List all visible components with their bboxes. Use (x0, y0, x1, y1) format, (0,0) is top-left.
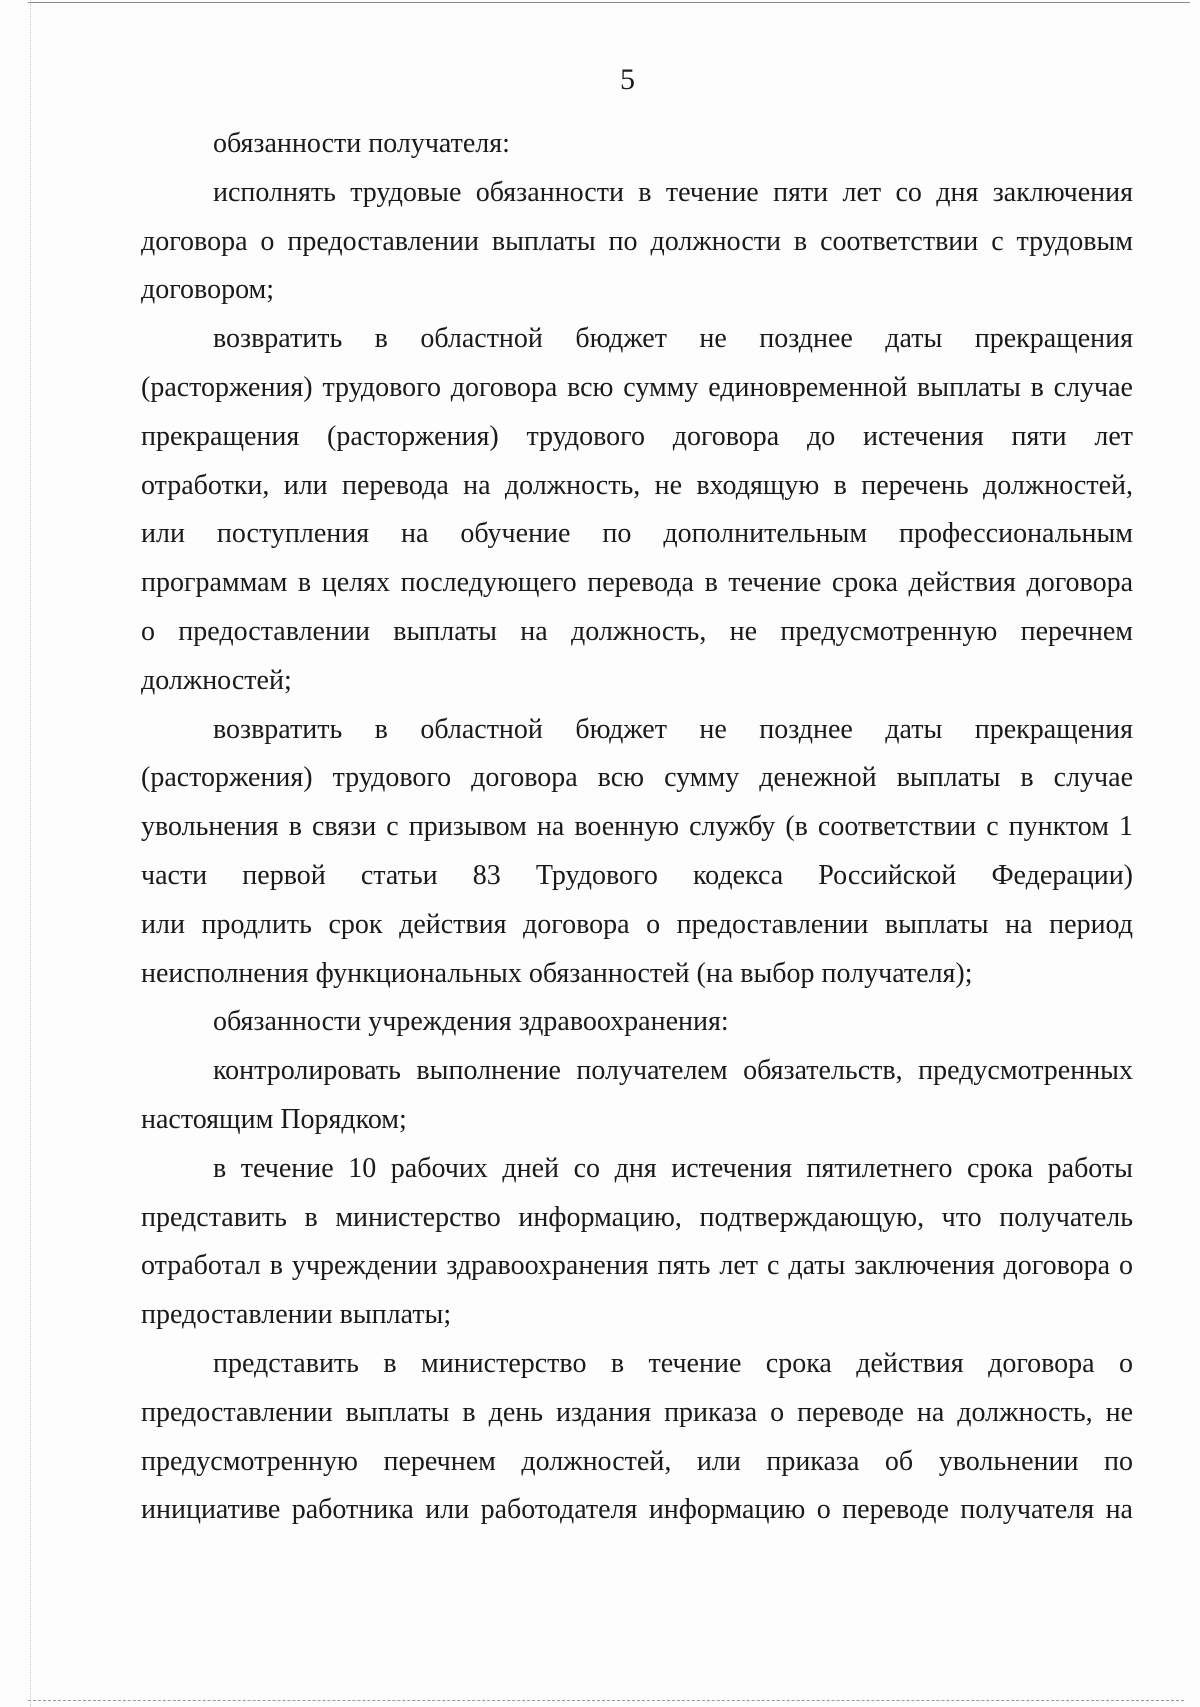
text-line: или поступления на обучение по дополнительным профессиональным (141, 518, 1133, 550)
text-line: (расторжения) трудового договора всю сумму единовременной выплаты в случае (141, 371, 1133, 403)
text-line: представить в министерство информацию, подтверждающую, что получатель (141, 1201, 1133, 1233)
text-line: предоставлении выплаты в день издания приказа о переводе на должность, не (141, 1396, 1133, 1428)
text-line: должностей; (141, 664, 292, 696)
text-line: обязанности учреждения здравоохранения: (213, 1006, 729, 1038)
text-line: исполнять трудовые обязанности в течение пяти лет со дня заключения (213, 176, 1133, 208)
text-line: настоящим Порядком; (141, 1103, 407, 1135)
text-line: отработал в учреждении здравоохранения пять лет с даты заключения договора о (141, 1250, 1133, 1282)
bottom-border-line (28, 1700, 1184, 1701)
page-number: 5 (620, 63, 635, 96)
text-line: (расторжения) трудового договора всю сумму денежной выплаты в случае (141, 762, 1133, 794)
text-line: или продлить срок действия договора о предоставлении выплаты на период (141, 908, 1133, 940)
text-line: предусмотренную перечнем должностей, или приказа об увольнении по (141, 1445, 1133, 1477)
text-line: отработки, или перевода на должность, не входящую в перечень должностей, (141, 469, 1133, 501)
text-line: увольнения в связи с призывом на военную службу (в соответствии с пунктом 1 (141, 811, 1133, 843)
text-line: инициативе работника или работодателя информацию о переводе получателя на (141, 1494, 1133, 1526)
text-line: части первой статьи 83 Трудового кодекса Российской Федерации) (141, 859, 1133, 891)
scan-edge-shadow (0, 0, 31, 1707)
text-line: контролировать выполнение получателем обязательств, предусмотренных (213, 1055, 1133, 1087)
text-line: договора о предоставлении выплаты по должности в соответствии с трудовым (141, 225, 1133, 257)
text-line: неисполнения функциональных обязанностей (на выбор получателя); (141, 957, 973, 989)
text-line: о предоставлении выплаты на должность, не предусмотренную перечнем (141, 615, 1133, 647)
top-border-line (28, 2, 1190, 3)
text-line: представить в министерство в течение срока действия договора о (213, 1347, 1133, 1379)
text-line: предоставлении выплаты; (141, 1299, 452, 1331)
text-line: прекращения (расторжения) трудового договора до истечения пяти лет (141, 420, 1133, 452)
text-line: возвратить в областной бюджет не позднее даты прекращения (213, 323, 1133, 355)
text-line: договором; (141, 274, 275, 306)
text-line: возвратить в областной бюджет не позднее даты прекращения (213, 713, 1133, 745)
text-line: обязанности получателя: (213, 128, 510, 159)
document-body (141, 120, 1133, 1535)
text-line: программам в целях последующего перевода в течение срока действия договора (141, 567, 1133, 599)
text-line: в течение 10 рабочих дней со дня истечения пятилетнего срока работы (213, 1152, 1133, 1184)
